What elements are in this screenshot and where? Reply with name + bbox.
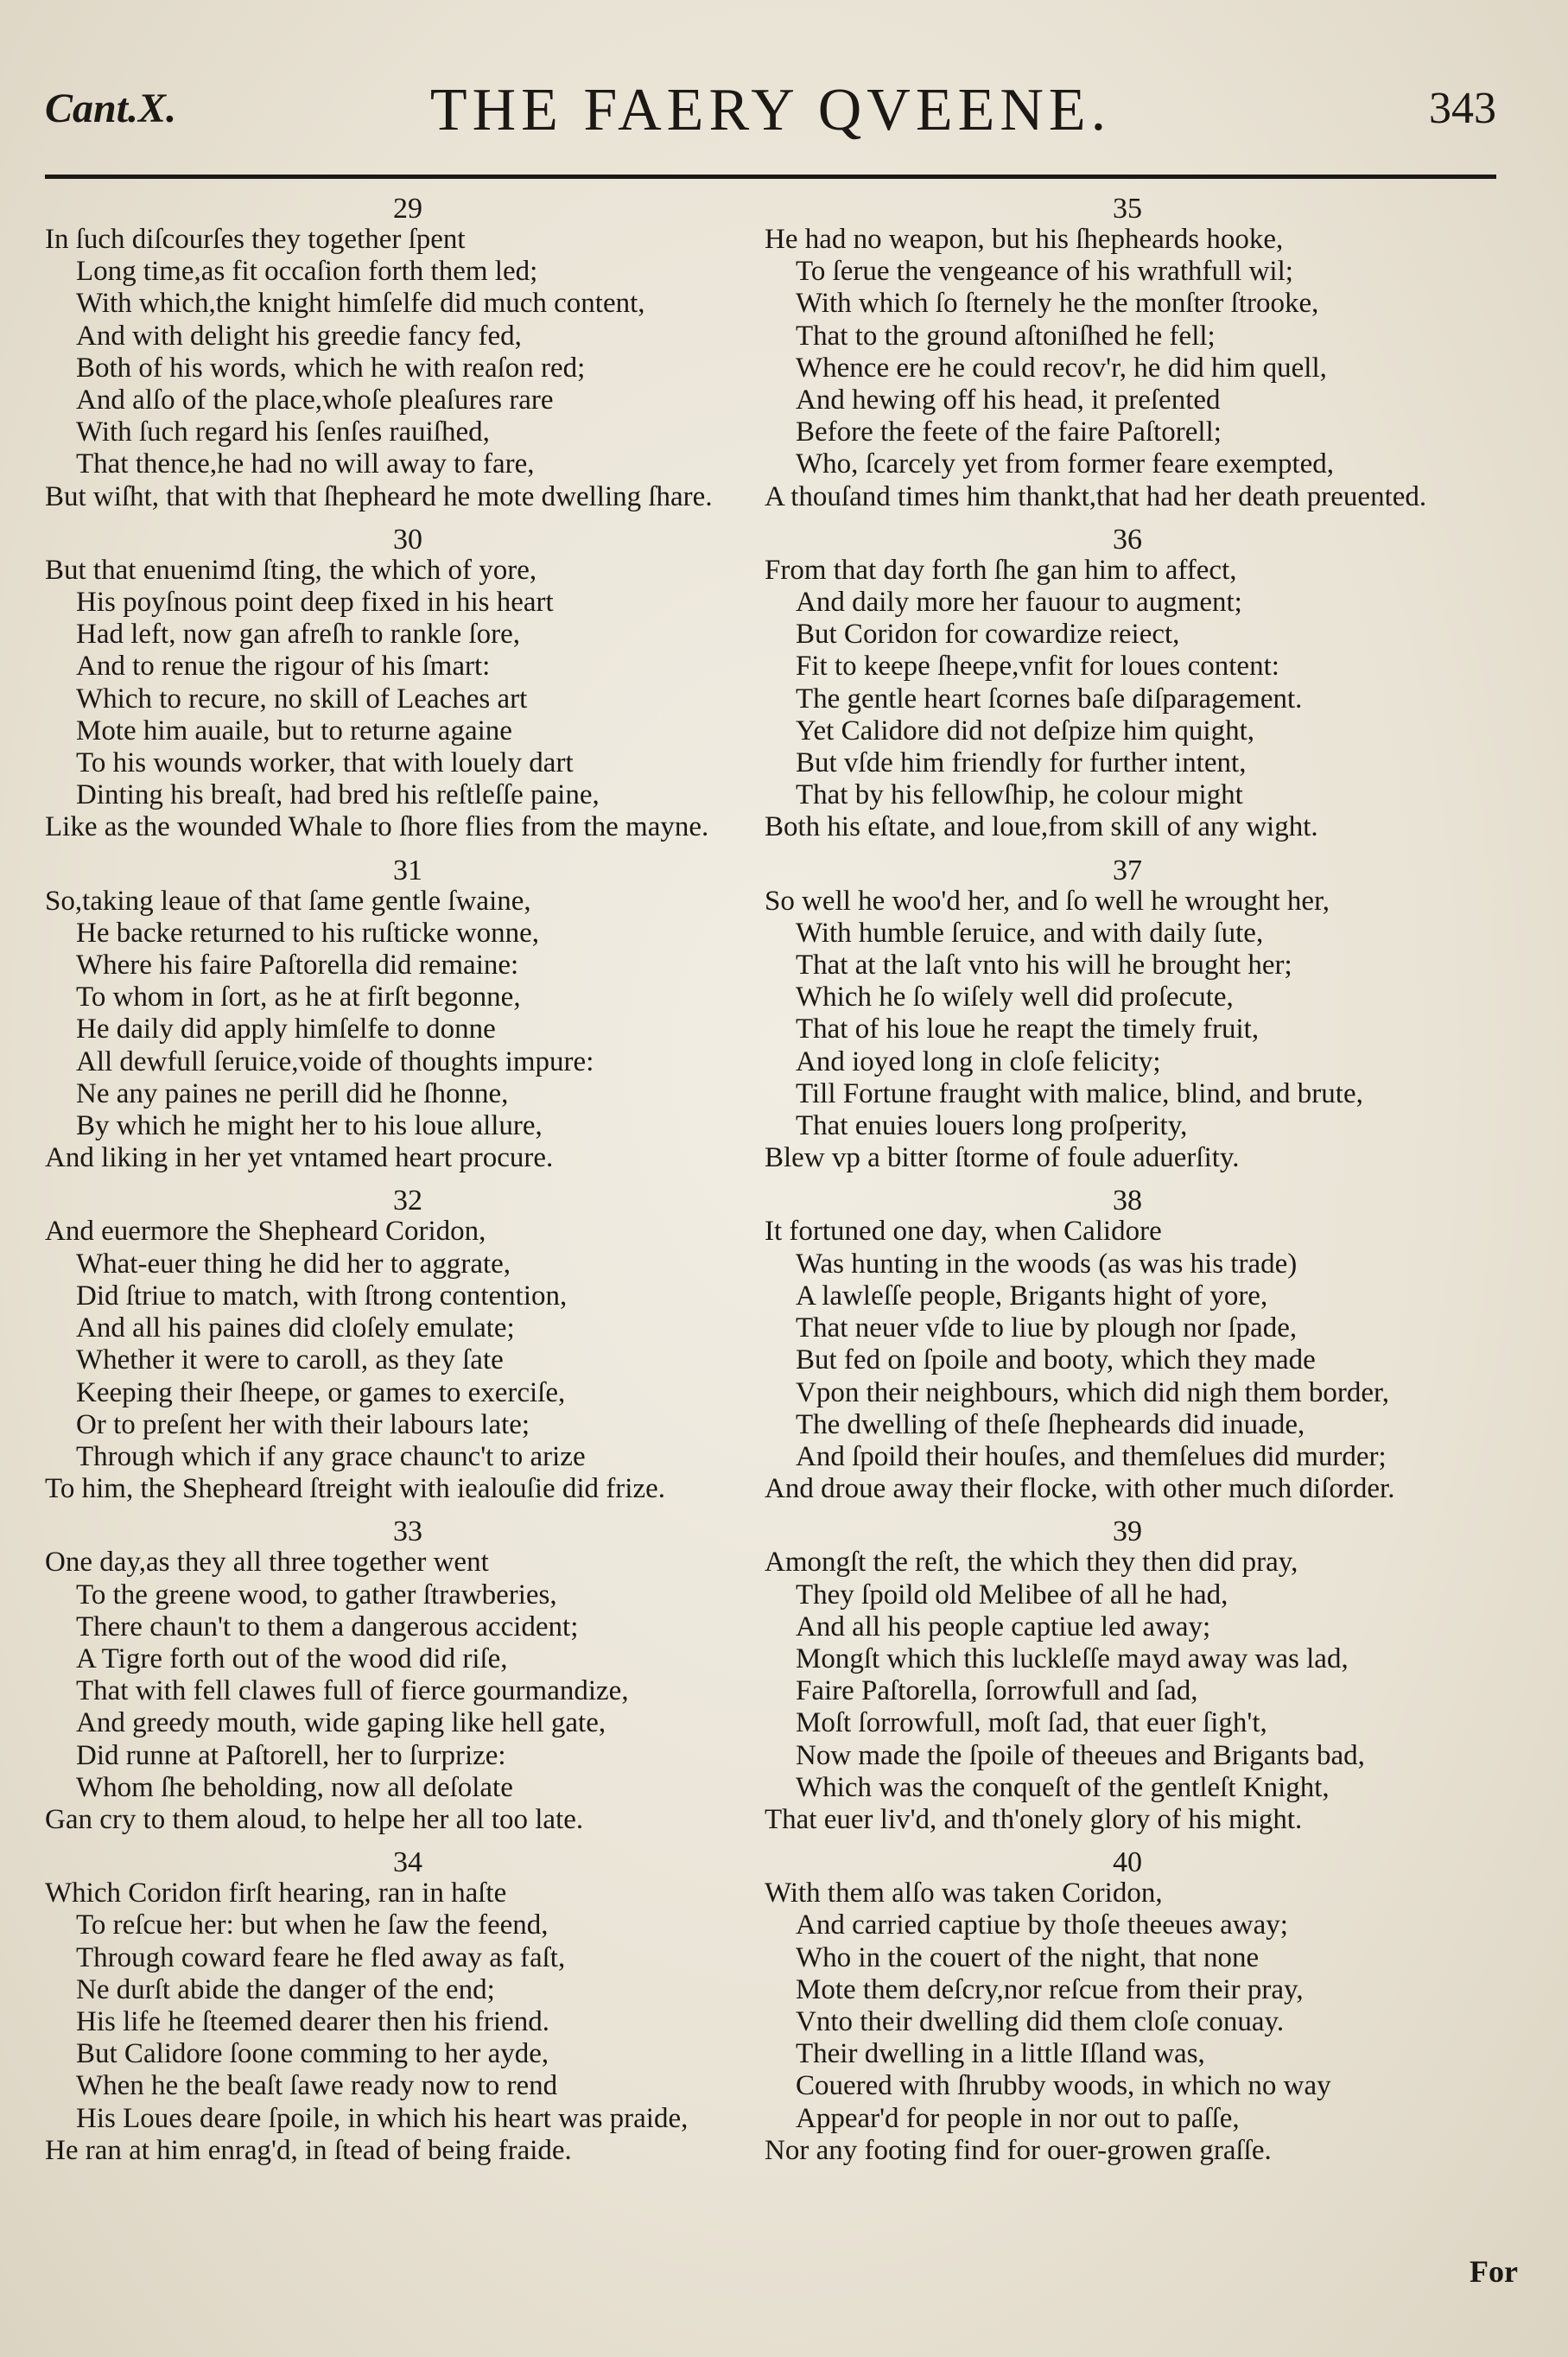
stanza bbox=[45, 194, 771, 513]
verse-line: With ſuch regard his ſenſes rauiſhed, bbox=[76, 416, 490, 448]
verse-line: To whom in ſort, as he at firſt begonne, bbox=[76, 982, 521, 1013]
verse-line: Whether it were to caroll, as they ſate bbox=[76, 1344, 504, 1376]
catchword: For bbox=[1470, 2254, 1518, 2289]
verse-line: What-euer thing he did her to aggrate, bbox=[76, 1248, 511, 1280]
verse-line: Appear'd for people in nor out to paſſe, bbox=[796, 2102, 1240, 2134]
verse-line: One day,as they all three together went bbox=[45, 1547, 489, 1579]
verse-line: That of his loue he reapt the timely fruit, bbox=[796, 1013, 1260, 1045]
verse-line: It fortuned one day, when Calidore bbox=[765, 1216, 1162, 1248]
left-column bbox=[45, 194, 771, 2179]
verse-line: To his wounds worker, that with louely dart bbox=[76, 747, 574, 779]
verse-line: Till Fortune fraught with malice, blind, and brute, bbox=[796, 1077, 1363, 1109]
stanza-number: 38 bbox=[1113, 1185, 1142, 1217]
right-column bbox=[765, 194, 1490, 2179]
verse-line: Or to preſent her with their labours late; bbox=[76, 1408, 530, 1440]
verse-line: Like as the wounded Whale to ſhore flies from the mayne. bbox=[45, 811, 709, 843]
verse-line: Both of his words, which he with reaſon red; bbox=[76, 352, 586, 384]
stanza-number: 30 bbox=[393, 523, 422, 556]
verse-line: But that enuenimd ſting, the which of yore, bbox=[45, 554, 537, 586]
verse-line: Where his faire Paſtorella did remaine: bbox=[76, 950, 519, 982]
verse-line: Was hunting in the woods (as was his trade) bbox=[796, 1248, 1298, 1280]
verse-line: Gan cry to them aloud, to helpe her all too late. bbox=[45, 1803, 584, 1835]
verse-line: Mote him auaile, but to returne againe bbox=[76, 715, 512, 746]
verse-line: Keeping their ſheepe, or games to exerciſe, bbox=[76, 1376, 566, 1408]
verse-line: Amongſt the reſt, the which they then did pray, bbox=[765, 1547, 1298, 1579]
verse-line: There chaun't to them a dangerous accident; bbox=[76, 1611, 579, 1642]
verse-line: His life he ſteemed dearer then his friend. bbox=[76, 2005, 549, 2037]
verse-line: They ſpoild old Melibee of all he had, bbox=[796, 1579, 1228, 1611]
verse-line: Did ſtriue to match, with ſtrong contention, bbox=[76, 1280, 568, 1312]
verse-line: A lawleſſe people, Brigants hight of yore, bbox=[796, 1280, 1268, 1312]
stanza bbox=[45, 1848, 771, 2167]
stanza bbox=[765, 1848, 1490, 2167]
verse-line: And ſpoild their houſes, and themſelues did murder; bbox=[796, 1440, 1387, 1472]
stanza bbox=[765, 1186, 1490, 1505]
verse-line: With which,the knight himſelfe did much content, bbox=[76, 288, 645, 320]
verse-line: The gentle heart ſcornes baſe diſparagement. bbox=[796, 683, 1303, 715]
verse-line: Through which if any grace chaunc't to arize bbox=[76, 1440, 586, 1472]
verse-line: But Coridon for cowardize reiect, bbox=[796, 619, 1180, 651]
verse-line: Fit to keepe ſheepe,vnfit for loues content: bbox=[796, 651, 1279, 683]
verse-line: Through coward feare he fled away as faſt, bbox=[76, 1941, 566, 1973]
verse-line: All dewfull ſeruice,voide of thoughts impure: bbox=[76, 1045, 594, 1077]
verse-line: Both his eſtate, and loue,from skill of any wight. bbox=[765, 811, 1318, 843]
verse-line: By which he might her to his loue allure, bbox=[76, 1110, 543, 1142]
stanza bbox=[45, 1517, 771, 1836]
header-rule bbox=[45, 175, 1496, 179]
verse-line: That euer liv'd, and th'onely glory of his might. bbox=[765, 1803, 1303, 1835]
stanza-number: 31 bbox=[393, 854, 422, 886]
verse-line: To ſerue the vengeance of his wrathfull wil; bbox=[796, 256, 1293, 288]
stanza-number: 34 bbox=[393, 1846, 422, 1879]
verse-line: Who, ſcarcely yet from former feare exempted, bbox=[796, 448, 1335, 480]
verse-line: A Tigre forth out of the wood did riſe, bbox=[76, 1642, 508, 1674]
verse-line: With humble ſeruice, and with daily ſute, bbox=[796, 917, 1264, 949]
stanza-number: 40 bbox=[1113, 1846, 1142, 1879]
verse-line: Had left, now gan afreſh to rankle ſore, bbox=[76, 619, 521, 651]
stanza bbox=[45, 1186, 771, 1505]
verse-line: But wiſht, that with that ſhepheard he mote dwelling ſhare. bbox=[45, 480, 713, 512]
verse-line: He ran at him enrag'd, in ſtead of being fraide. bbox=[45, 2134, 572, 2166]
verse-line: To reſcue her: but when he ſaw the feend, bbox=[76, 1909, 549, 1941]
verse-line: With them alſo was taken Coridon, bbox=[765, 1877, 1163, 1909]
verse-line: Which to recure, no skill of Leaches art bbox=[76, 683, 528, 715]
verse-line: He daily did apply himſelfe to donne bbox=[76, 1013, 496, 1045]
verse-line: Dinting his breaſt, had bred his reſtleſſe paine, bbox=[76, 779, 600, 811]
verse-line: He backe returned to his ruſticke wonne, bbox=[76, 917, 540, 949]
verse-line: That by his fellowſhip, he colour might bbox=[796, 779, 1243, 811]
stanza-number: 37 bbox=[1113, 854, 1142, 886]
verse-line: Before the feete of the faire Paſtorell; bbox=[796, 416, 1222, 448]
stanza bbox=[765, 856, 1490, 1175]
verse-line: The dwelling of theſe ſhepheards did inuade, bbox=[796, 1408, 1305, 1440]
verse-line: But Calidore ſoone comming to her ayde, bbox=[76, 2038, 549, 2070]
verse-line: With which ſo ſternely he the monſter ſtrooke, bbox=[796, 288, 1319, 320]
stanza-number: 36 bbox=[1113, 523, 1142, 556]
verse-line: And euermore the Shepheard Coridon, bbox=[45, 1216, 486, 1248]
verse-line: That enuies louers long proſperity, bbox=[796, 1110, 1188, 1142]
stanza-number: 29 bbox=[393, 193, 422, 225]
stanza bbox=[765, 525, 1490, 844]
verse-line: To him, the Shepheard ſtreight with iealouſie did frize. bbox=[45, 1473, 665, 1505]
verse-line: And liking in her yet vntamed heart procure. bbox=[45, 1142, 554, 1174]
verse-line: And ioyed long in cloſe felicity; bbox=[796, 1045, 1161, 1077]
verse-line: Now made the ſpoile of theeues and Brigants bad, bbox=[796, 1739, 1365, 1771]
verse-line: From that day forth ſhe gan him to affect, bbox=[765, 554, 1237, 586]
verse-line: And carried captiue by thoſe theeues away; bbox=[796, 1909, 1288, 1941]
verse-line: That at the laſt vnto his will he brought her; bbox=[796, 950, 1292, 982]
verse-line: When he the beaſt ſawe ready now to rend bbox=[76, 2070, 558, 2102]
stanza bbox=[45, 525, 771, 844]
verse-line: And droue away their flocke, with other much diſorder. bbox=[765, 1473, 1395, 1505]
stanza-number: 39 bbox=[1113, 1515, 1142, 1548]
verse-line: To the greene wood, to gather ſtrawberies, bbox=[76, 1579, 557, 1611]
page-number: 343 bbox=[1429, 84, 1496, 133]
verse-line: His Loues deare ſpoile, in which his heart was praide, bbox=[76, 2102, 689, 2134]
stanza-number: 33 bbox=[393, 1515, 422, 1548]
verse-line: Vpon their neighbours, which did nigh them border, bbox=[796, 1376, 1389, 1408]
running-header bbox=[45, 76, 1496, 162]
verse-line: Mongſt which this luckleſſe mayd away was lad, bbox=[796, 1642, 1349, 1674]
verse-line: A thouſand times him thankt,that had her death preuented. bbox=[765, 480, 1427, 512]
verse-line: Whom ſhe beholding, now all deſolate bbox=[76, 1771, 513, 1803]
verse-line: Ne durſt abide the danger of the end; bbox=[76, 1973, 495, 2005]
stanza-number: 35 bbox=[1113, 193, 1142, 225]
verse-line: His poyſnous point deep fixed in his heart bbox=[76, 587, 554, 619]
verse-line: And hewing off his head, it preſented bbox=[796, 384, 1221, 416]
verse-line: And to renue the rigour of his ſmart: bbox=[76, 651, 491, 683]
verse-line: He had no weapon, but his ſhepheards hooke, bbox=[765, 224, 1284, 255]
verse-line: Which Coridon firſt hearing, ran in haſte bbox=[45, 1877, 507, 1909]
verse-line: But fed on ſpoile and booty, which they made bbox=[796, 1344, 1316, 1376]
stanza bbox=[765, 1517, 1490, 1836]
verse-line: That neuer vſde to liue by plough nor ſpade, bbox=[796, 1312, 1298, 1344]
verse-line: Mote them deſcry,nor reſcue from their pray, bbox=[796, 1973, 1304, 2005]
verse-line: Vnto their dwelling did them cloſe conuay. bbox=[796, 2005, 1285, 2037]
verse-line: Their dwelling in a little Iſland was, bbox=[796, 2038, 1205, 2070]
verse-line: And all his paines did cloſely emulate; bbox=[76, 1312, 515, 1344]
verse-line: And all his people captiue led away; bbox=[796, 1611, 1211, 1642]
verse-line: Whence ere he could recov'r, he did him quell, bbox=[796, 352, 1327, 384]
verse-line: And daily more her fauour to augment; bbox=[796, 587, 1242, 619]
verse-line: Who in the couert of the night, that none bbox=[796, 1941, 1260, 1973]
verse-line: And with delight his greedie fancy fed, bbox=[76, 320, 522, 352]
stanza bbox=[765, 194, 1490, 513]
verse-line: Did runne at Paſtorell, her to ſurprize: bbox=[76, 1739, 506, 1771]
verse-line: That thence,he had no will away to fare, bbox=[76, 448, 535, 480]
verse-line: So well he woo'd her, and ſo well he wrought her, bbox=[765, 885, 1330, 917]
verse-line: Which was the conqueſt of the gentleſt Knight, bbox=[796, 1771, 1330, 1803]
verse-line: But vſde him friendly for further intent, bbox=[796, 747, 1247, 779]
verse-line: Which he ſo wiſely well did proſecute, bbox=[796, 982, 1234, 1013]
verse-line: Yet Calidore did not deſpize him quight, bbox=[796, 715, 1255, 746]
verse-line: That with fell clawes full of fierce gourmandize, bbox=[76, 1675, 629, 1707]
verse-line: And alſo of the place,whoſe pleaſures rare bbox=[76, 384, 554, 416]
verse-line: And greedy mouth, wide gaping like hell gate, bbox=[76, 1707, 606, 1739]
running-title: THE FAERY QVEENE. bbox=[429, 77, 1112, 143]
verse-line: In ſuch diſcourſes they together ſpent bbox=[45, 224, 466, 255]
verse-line: Long time,as fit occaſion forth them led; bbox=[76, 256, 538, 288]
canto-label: Cant.X. bbox=[45, 86, 177, 131]
verse-line: Ne any paines ne perill did he ſhonne, bbox=[76, 1077, 509, 1109]
verse-line: Nor any footing find for ouer-growen graſſe. bbox=[765, 2134, 1272, 2166]
verse-line: That to the ground aſtoniſhed he fell; bbox=[796, 320, 1216, 352]
stanza-number: 32 bbox=[393, 1185, 422, 1217]
verse-line: Blew vp a bitter ſtorme of foule aduerſity. bbox=[765, 1142, 1240, 1174]
verse-line: So,taking leaue of that ſame gentle ſwaine, bbox=[45, 885, 531, 917]
verse-line: Couered with ſhrubby woods, in which no way bbox=[796, 2070, 1331, 2102]
stanza bbox=[45, 856, 771, 1175]
verse-line: Faire Paſtorella, ſorrowfull and ſad, bbox=[796, 1675, 1198, 1707]
verse-line: Moſt ſorrowfull, moſt ſad, that euer ſigh't, bbox=[796, 1707, 1267, 1739]
